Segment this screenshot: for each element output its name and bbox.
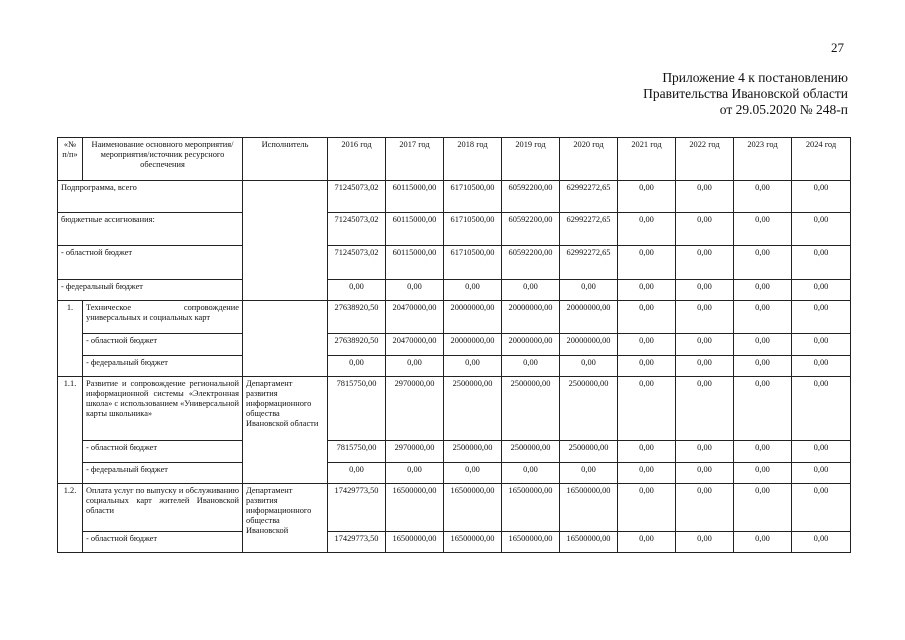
cell-2017: 2970000,00 bbox=[386, 441, 444, 463]
cell-2019: 16500000,00 bbox=[502, 532, 560, 553]
cell-2017: 0,00 bbox=[386, 280, 444, 301]
cell-2022: 0,00 bbox=[676, 246, 734, 280]
cell-2019: 20000000,00 bbox=[502, 301, 560, 334]
cell-2022: 0,00 bbox=[676, 463, 734, 484]
cell-2018: 2500000,00 bbox=[444, 377, 502, 441]
row-name: Подпрограмма, всего bbox=[58, 181, 243, 213]
cell-2024: 0,00 bbox=[792, 377, 851, 441]
cell-2019: 60592200,00 bbox=[502, 213, 560, 246]
row-executor bbox=[243, 246, 328, 280]
cell-2021: 0,00 bbox=[618, 181, 676, 213]
page-number: 27 bbox=[831, 40, 844, 55]
cell-2016: 71245073,02 bbox=[328, 246, 386, 280]
appendix-header-line: Приложение 4 к постановлению bbox=[662, 70, 848, 85]
row-name: - областной бюджет bbox=[83, 334, 243, 356]
table-row bbox=[58, 463, 851, 484]
cell-2023: 0,00 bbox=[734, 484, 792, 532]
cell-2019: 60592200,00 bbox=[502, 181, 560, 213]
table-row bbox=[58, 213, 851, 246]
cell-2020: 2500000,00 bbox=[560, 441, 618, 463]
row-executor bbox=[243, 280, 328, 301]
cell-2023: 0,00 bbox=[734, 441, 792, 463]
cell-2018: 0,00 bbox=[444, 356, 502, 377]
header-executor: Исполнитель bbox=[243, 138, 328, 181]
cell-2021: 0,00 bbox=[618, 463, 676, 484]
cell-2023: 0,00 bbox=[734, 356, 792, 377]
cell-2022: 0,00 bbox=[676, 532, 734, 553]
cell-2016: 7815750,00 bbox=[328, 377, 386, 441]
cell-2023: 0,00 bbox=[734, 334, 792, 356]
cell-2021: 0,00 bbox=[618, 246, 676, 280]
row-name: - областной бюджет bbox=[83, 441, 243, 463]
row-executor bbox=[243, 301, 328, 377]
row-name: Развитие и сопровождение региональной информационной системы «Электронная школа» с использованием «Универсальной карты школьника» bbox=[83, 377, 243, 441]
cell-2021: 0,00 bbox=[618, 532, 676, 553]
cell-2021: 0,00 bbox=[618, 356, 676, 377]
header-year: 2018 год bbox=[444, 138, 502, 181]
cell-2022: 0,00 bbox=[676, 280, 734, 301]
cell-2024: 0,00 bbox=[792, 484, 851, 532]
row-num: 1.2. bbox=[58, 484, 83, 553]
table-row bbox=[58, 280, 851, 301]
cell-2016: 0,00 bbox=[328, 356, 386, 377]
cell-2016: 71245073,02 bbox=[328, 181, 386, 213]
row-executor bbox=[243, 181, 328, 213]
cell-2016: 27638920,50 bbox=[328, 301, 386, 334]
appendix-header bbox=[643, 70, 848, 118]
cell-2017: 16500000,00 bbox=[386, 532, 444, 553]
header-year: 2024 год bbox=[792, 138, 851, 181]
cell-2020: 62992272,65 bbox=[560, 246, 618, 280]
cell-2018: 16500000,00 bbox=[444, 532, 502, 553]
cell-2022: 0,00 bbox=[676, 377, 734, 441]
cell-2018: 0,00 bbox=[444, 280, 502, 301]
cell-2019: 0,00 bbox=[502, 280, 560, 301]
cell-2023: 0,00 bbox=[734, 377, 792, 441]
cell-2020: 0,00 bbox=[560, 280, 618, 301]
cell-2019: 2500000,00 bbox=[502, 441, 560, 463]
cell-2020: 62992272,65 bbox=[560, 181, 618, 213]
cell-2018: 61710500,00 bbox=[444, 246, 502, 280]
cell-2023: 0,00 bbox=[734, 280, 792, 301]
header-year: 2021 год bbox=[618, 138, 676, 181]
table-row bbox=[58, 377, 851, 441]
cell-2023: 0,00 bbox=[734, 213, 792, 246]
cell-2020: 16500000,00 bbox=[560, 532, 618, 553]
cell-2024: 0,00 bbox=[792, 246, 851, 280]
row-name: бюджетные ассигнования: bbox=[58, 213, 243, 246]
cell-2016: 17429773,50 bbox=[328, 484, 386, 532]
cell-2022: 0,00 bbox=[676, 441, 734, 463]
row-executor bbox=[243, 213, 328, 246]
cell-2022: 0,00 bbox=[676, 181, 734, 213]
cell-2021: 0,00 bbox=[618, 441, 676, 463]
cell-2020: 0,00 bbox=[560, 356, 618, 377]
cell-2017: 60115000,00 bbox=[386, 181, 444, 213]
cell-2021: 0,00 bbox=[618, 377, 676, 441]
table-header-row bbox=[58, 138, 851, 181]
appendix-header-line: от 29.05.2020 № 248-п bbox=[719, 102, 848, 117]
cell-2017: 2970000,00 bbox=[386, 377, 444, 441]
table-row bbox=[58, 181, 851, 213]
cell-2018: 61710500,00 bbox=[444, 181, 502, 213]
row-name: Оплата услуг по выпуску и обслуживанию социальных карт жителей Ивановской области bbox=[83, 484, 243, 532]
table-row bbox=[58, 246, 851, 280]
row-num: 1. bbox=[58, 301, 83, 377]
cell-2016: 71245073,02 bbox=[328, 213, 386, 246]
cell-2017: 0,00 bbox=[386, 356, 444, 377]
cell-2022: 0,00 bbox=[676, 484, 734, 532]
header-year: 2023 год bbox=[734, 138, 792, 181]
cell-2023: 0,00 bbox=[734, 301, 792, 334]
table-row bbox=[58, 532, 851, 553]
cell-2018: 0,00 bbox=[444, 463, 502, 484]
cell-2024: 0,00 bbox=[792, 334, 851, 356]
cell-2016: 27638920,50 bbox=[328, 334, 386, 356]
cell-2018: 16500000,00 bbox=[444, 484, 502, 532]
cell-2023: 0,00 bbox=[734, 532, 792, 553]
cell-2024: 0,00 bbox=[792, 280, 851, 301]
cell-2020: 20000000,00 bbox=[560, 301, 618, 334]
row-name: - областной бюджет bbox=[83, 532, 243, 553]
cell-2016: 7815750,00 bbox=[328, 441, 386, 463]
cell-2024: 0,00 bbox=[792, 213, 851, 246]
cell-2022: 0,00 bbox=[676, 334, 734, 356]
funding-table bbox=[57, 137, 851, 553]
cell-2024: 0,00 bbox=[792, 441, 851, 463]
cell-2024: 0,00 bbox=[792, 181, 851, 213]
cell-2024: 0,00 bbox=[792, 356, 851, 377]
table-row bbox=[58, 484, 851, 532]
cell-2019: 0,00 bbox=[502, 356, 560, 377]
cell-2019: 60592200,00 bbox=[502, 246, 560, 280]
row-executor: Департамент развития информационного общества Ивановской области bbox=[243, 377, 328, 484]
header-year: 2019 год bbox=[502, 138, 560, 181]
cell-2023: 0,00 bbox=[734, 246, 792, 280]
cell-2018: 20000000,00 bbox=[444, 301, 502, 334]
header-num: «№ п/п» bbox=[58, 138, 83, 181]
cell-2021: 0,00 bbox=[618, 213, 676, 246]
cell-2023: 0,00 bbox=[734, 181, 792, 213]
cell-2020: 2500000,00 bbox=[560, 377, 618, 441]
cell-2024: 0,00 bbox=[792, 463, 851, 484]
row-name: Техническое сопровождение универсальных и социальных карт bbox=[83, 301, 243, 334]
cell-2018: 20000000,00 bbox=[444, 334, 502, 356]
cell-2017: 60115000,00 bbox=[386, 213, 444, 246]
cell-2018: 2500000,00 bbox=[444, 441, 502, 463]
cell-2020: 0,00 bbox=[560, 463, 618, 484]
appendix-header-line: Правительства Ивановской области bbox=[643, 86, 848, 101]
cell-2017: 20470000,00 bbox=[386, 301, 444, 334]
cell-2022: 0,00 bbox=[676, 301, 734, 334]
cell-2021: 0,00 bbox=[618, 280, 676, 301]
cell-2021: 0,00 bbox=[618, 484, 676, 532]
cell-2021: 0,00 bbox=[618, 334, 676, 356]
cell-2016: 17429773,50 bbox=[328, 532, 386, 553]
cell-2019: 16500000,00 bbox=[502, 484, 560, 532]
cell-2017: 20470000,00 bbox=[386, 334, 444, 356]
cell-2017: 0,00 bbox=[386, 463, 444, 484]
row-name: - федеральный бюджет bbox=[58, 280, 243, 301]
cell-2024: 0,00 bbox=[792, 301, 851, 334]
header-name: Наименование основного мероприятия/мероприятия/источник ресурсного обеспечения bbox=[83, 138, 243, 181]
table-row bbox=[58, 301, 851, 334]
cell-2023: 0,00 bbox=[734, 463, 792, 484]
row-name: - федеральный бюджет bbox=[83, 463, 243, 484]
header-year: 2020 год bbox=[560, 138, 618, 181]
row-name: - федеральный бюджет bbox=[83, 356, 243, 377]
cell-2022: 0,00 bbox=[676, 356, 734, 377]
cell-2016: 0,00 bbox=[328, 280, 386, 301]
cell-2022: 0,00 bbox=[676, 213, 734, 246]
cell-2020: 62992272,65 bbox=[560, 213, 618, 246]
cell-2019: 0,00 bbox=[502, 463, 560, 484]
row-name: - областной бюджет bbox=[58, 246, 243, 280]
header-year: 2017 год bbox=[386, 138, 444, 181]
table-row bbox=[58, 441, 851, 463]
cell-2021: 0,00 bbox=[618, 301, 676, 334]
table-row bbox=[58, 356, 851, 377]
cell-2017: 16500000,00 bbox=[386, 484, 444, 532]
row-num: 1.1. bbox=[58, 377, 83, 484]
header-year: 2016 год bbox=[328, 138, 386, 181]
row-executor: Департамент развития информационного общества Ивановской bbox=[243, 484, 328, 553]
table-row bbox=[58, 334, 851, 356]
cell-2020: 16500000,00 bbox=[560, 484, 618, 532]
cell-2016: 0,00 bbox=[328, 463, 386, 484]
cell-2024: 0,00 bbox=[792, 532, 851, 553]
cell-2018: 61710500,00 bbox=[444, 213, 502, 246]
cell-2020: 20000000,00 bbox=[560, 334, 618, 356]
cell-2019: 2500000,00 bbox=[502, 377, 560, 441]
header-year: 2022 год bbox=[676, 138, 734, 181]
cell-2019: 20000000,00 bbox=[502, 334, 560, 356]
cell-2017: 60115000,00 bbox=[386, 246, 444, 280]
